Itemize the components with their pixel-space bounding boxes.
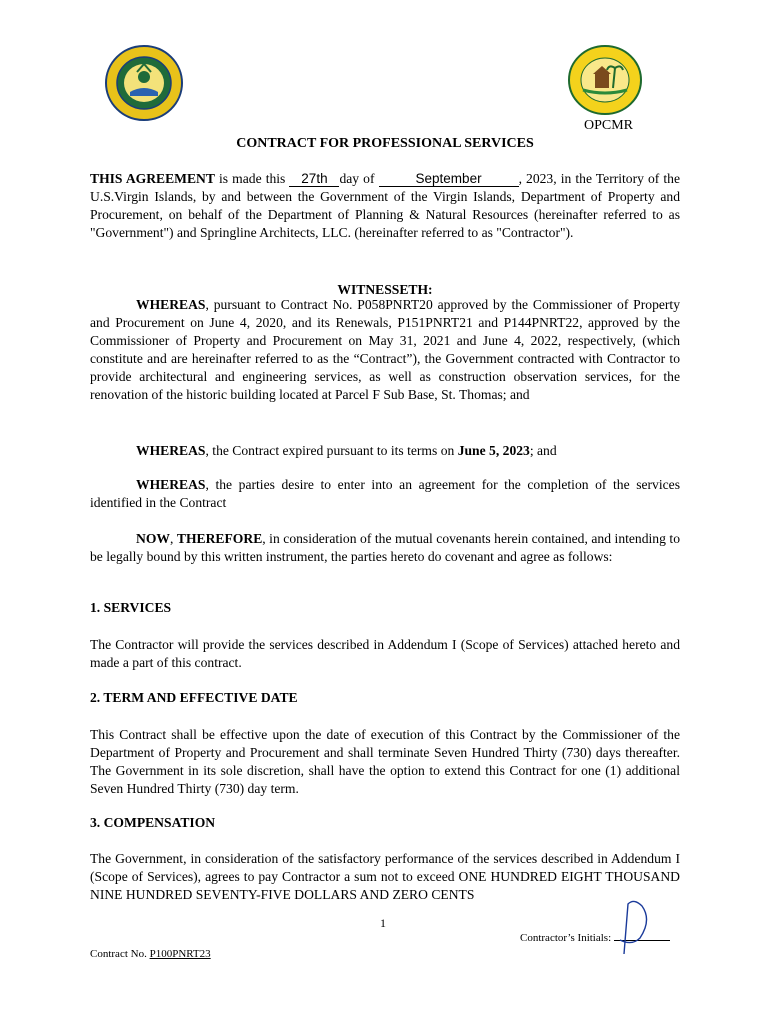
therefore-label: THEREFORE — [176, 531, 263, 546]
separator: , — [169, 531, 177, 546]
whereas-paragraph-1 — [90, 296, 680, 404]
now-therefore-text: , in consideration of the mutual covenants herein contained, and intending to be legally bound by this written instrument, the parties hereto do covenant and agree as follows: — [90, 531, 680, 564]
agreement-text-2: day of — [339, 171, 379, 186]
whereas-paragraph-3 — [90, 476, 680, 512]
whereas-text: , the parties desire to enter into an agreement for the completion of the services identified in the Contract — [90, 477, 680, 510]
section-1-heading: 1. SERVICES — [90, 600, 172, 615]
whereas-label: WHEREAS — [136, 297, 206, 312]
agreement-text-1: is made this — [214, 171, 290, 186]
contract-number: P100PNRT23 — [149, 948, 211, 960]
expiry-date: June 5, 2023 — [457, 443, 530, 458]
contract-label: Contract No. — [90, 948, 150, 960]
initials-signature — [612, 896, 662, 963]
whereas-text: ; and — [529, 443, 557, 458]
now-therefore-paragraph — [90, 530, 680, 566]
day-field[interactable]: 27th — [289, 172, 339, 187]
whereas-text: , the Contract expired pursuant to its terms on — [205, 443, 458, 458]
section-3-heading: 3. COMPENSATION — [90, 815, 216, 830]
agreement-text-3: , 2023, in the Territory of the U.S.Virgin Islands, by and between the Government of the Virgin Islands, Department of Property and Procurement, on behalf of the Department of Planning & Natural Resources (hereinafter referred to as "Government") and Springline Architects, LLC. (hereinafter referred to as "Contractor"). — [90, 171, 681, 240]
month-field[interactable]: September — [379, 172, 519, 187]
whereas-label: WHEREAS — [136, 443, 206, 458]
section-2-heading: 2. TERM AND EFFECTIVE DATE — [90, 690, 298, 705]
page-number: 1 — [380, 916, 386, 930]
agreement-paragraph — [90, 170, 680, 242]
whereas-label: WHEREAS — [136, 477, 206, 492]
footer-contract-number — [90, 948, 211, 960]
document-title: CONTRACT FOR PROFESSIONAL SERVICES — [236, 136, 534, 151]
initials-label: Contractor’s Initials: — [520, 932, 612, 944]
section-1-text: The Contractor will provide the services described in Addendum I (Scope of Services) attached hereto and made a part of this contract. — [90, 637, 680, 670]
agreement-lead: THIS AGREEMENT — [90, 171, 215, 186]
section-2-text: This Contract shall be effective upon the date of execution of this Contract by the Commissioner of the Department of Property and Procurement and shall terminate Seven Hundred Thirty (730) days thereafter. The Government in its sole discretion, shall have the option to extend this Contract for one (1) additional Seven Hundred Thirty (730) day term. — [90, 727, 680, 796]
government-seal-logo — [104, 44, 184, 122]
witnesseth-heading: WITNESSETH: — [337, 282, 433, 297]
property-procurement-seal-logo — [567, 44, 643, 116]
whereas-paragraph-2 — [90, 442, 680, 460]
section-3-text: The Government, in consideration of the satisfactory performance of the services described in Addendum I (Scope of Services), agrees to pay Contractor a sum not to exceed ONE HUNDRED EIGHT THOUSAND NINE HUNDRED SEVENTY-FIVE DOLLARS AND ZERO CENTS — [90, 851, 680, 902]
office-code: OPCMR — [584, 118, 634, 133]
now-label: NOW — [136, 531, 170, 546]
whereas-text: , pursuant to Contract No. P058PNRT20 approved by the Commissioner of Property and Procurement on June 4, 2020, and its Renewals, P151PNRT21 and P144PNRT22, approved by the Commissioner of Property and Procurement on May 31, 2021 and June 4, 2022, respectively, (which constitute and are hereinafter referred to as the “Contract”), the Government contracted with Contractor to provide architectural and engineering services, as well as construction observation services, for the renovation of the historic building located at Parcel F Sub Base, St. Thomas; and — [90, 297, 680, 402]
